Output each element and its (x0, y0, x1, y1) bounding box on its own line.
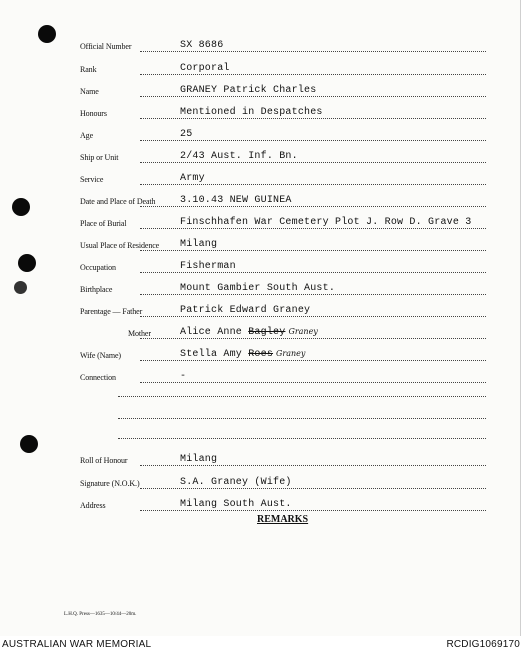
form-row (0, 192, 520, 208)
field-value (180, 217, 471, 228)
dotted-line (118, 417, 486, 419)
field-label: Age (80, 131, 94, 140)
form-row (0, 104, 520, 120)
field-value (180, 195, 292, 206)
typed-value: Finschhafen War Cemetery Plot J. Row D. Grave 3 (180, 217, 472, 228)
field-label: Honours (80, 109, 107, 118)
field-value (180, 151, 298, 162)
typed-value: Stella Amy (180, 349, 243, 360)
struck-value: Roes (248, 349, 274, 360)
field-value (180, 283, 335, 294)
footer-right: RCDIG1069170 (446, 639, 520, 650)
form-row (0, 382, 520, 398)
dotted-line (118, 395, 486, 397)
typed-value: GRANEY Patrick Charles (180, 85, 317, 96)
typed-value: Corporal (180, 63, 230, 74)
field-label: Occupation (80, 263, 116, 272)
typed-value: 3.10.43 NEW GUINEA (180, 195, 292, 206)
field-label: Connection (80, 373, 116, 382)
field-value (180, 499, 292, 510)
form-row (0, 258, 520, 274)
form-row (0, 170, 520, 186)
field-value (180, 63, 230, 74)
field-value (180, 477, 292, 488)
field-label: Mother (128, 329, 151, 338)
field-label: Service (80, 175, 104, 184)
form-row (0, 404, 520, 420)
field-value (180, 327, 318, 338)
form-row (0, 474, 520, 490)
form-row (0, 82, 520, 98)
typed-value: Milang (180, 454, 218, 465)
field-label: Date and Place of Death (80, 197, 156, 206)
typed-value: Alice Anne (180, 327, 243, 338)
form-row (0, 346, 520, 362)
remarks-heading: REMARKS (257, 514, 309, 525)
field-label: Wife (Name) (80, 351, 121, 360)
typed-value: - (180, 371, 187, 382)
typed-value: Fisherman (180, 261, 236, 272)
field-label: Official Number (80, 42, 132, 51)
field-value (180, 173, 205, 184)
form-row (0, 60, 520, 76)
field-label: Roll of Honour (80, 456, 128, 465)
form-row (0, 280, 520, 296)
form-row (0, 37, 520, 53)
footer-left: AUSTRALIAN WAR MEMORIAL (2, 639, 152, 650)
field-value (180, 85, 316, 96)
field-label: Rank (80, 65, 97, 74)
field-value (180, 305, 310, 316)
field-value (180, 454, 217, 465)
field-label: Usual Place of Residence (80, 241, 160, 250)
dotted-line (118, 437, 486, 439)
typed-value: Patrick Edward Graney (180, 305, 311, 316)
typed-value: Mentioned in Despatches (180, 107, 323, 118)
form-row (0, 496, 520, 512)
field-label: Parentage — Father (80, 307, 143, 316)
form-row (0, 214, 520, 230)
form-row (0, 324, 520, 340)
typed-value: S.A. Graney (Wife) (180, 477, 292, 488)
field-value (180, 371, 186, 382)
form-row (0, 302, 520, 318)
struck-value: Bagley (248, 327, 286, 338)
field-value (180, 239, 217, 250)
field-label: Birthplace (80, 285, 113, 294)
form-row (0, 126, 520, 142)
field-value (180, 261, 236, 272)
typed-value: SX 8686 (180, 40, 224, 51)
handwritten-correction: Graney (276, 349, 306, 358)
form-row (0, 148, 520, 164)
typed-value: Mount Gambier South Aust. (180, 283, 336, 294)
field-label: Name (80, 87, 99, 96)
form-row (0, 236, 520, 252)
field-value (180, 107, 323, 118)
field-label: Ship or Unit (80, 153, 119, 162)
field-value (180, 129, 192, 140)
field-value (180, 349, 305, 360)
typed-value: Milang South Aust. (180, 499, 292, 510)
field-label: Place of Burial (80, 219, 127, 228)
field-label: Address (80, 501, 106, 510)
typed-value: Army (180, 173, 205, 184)
handwritten-correction: Graney (288, 327, 318, 336)
form-row (0, 424, 520, 440)
field-value (180, 40, 223, 51)
typed-value: Milang (180, 239, 218, 250)
form-row (0, 451, 520, 467)
print-mark: L.H.Q. Press—1635—10/44—20m. (64, 612, 137, 617)
field-label: Signature (N.O.K.) (80, 479, 140, 488)
typed-value: 25 (180, 129, 193, 140)
typed-value: 2/43 Aust. Inf. Bn. (180, 151, 298, 162)
